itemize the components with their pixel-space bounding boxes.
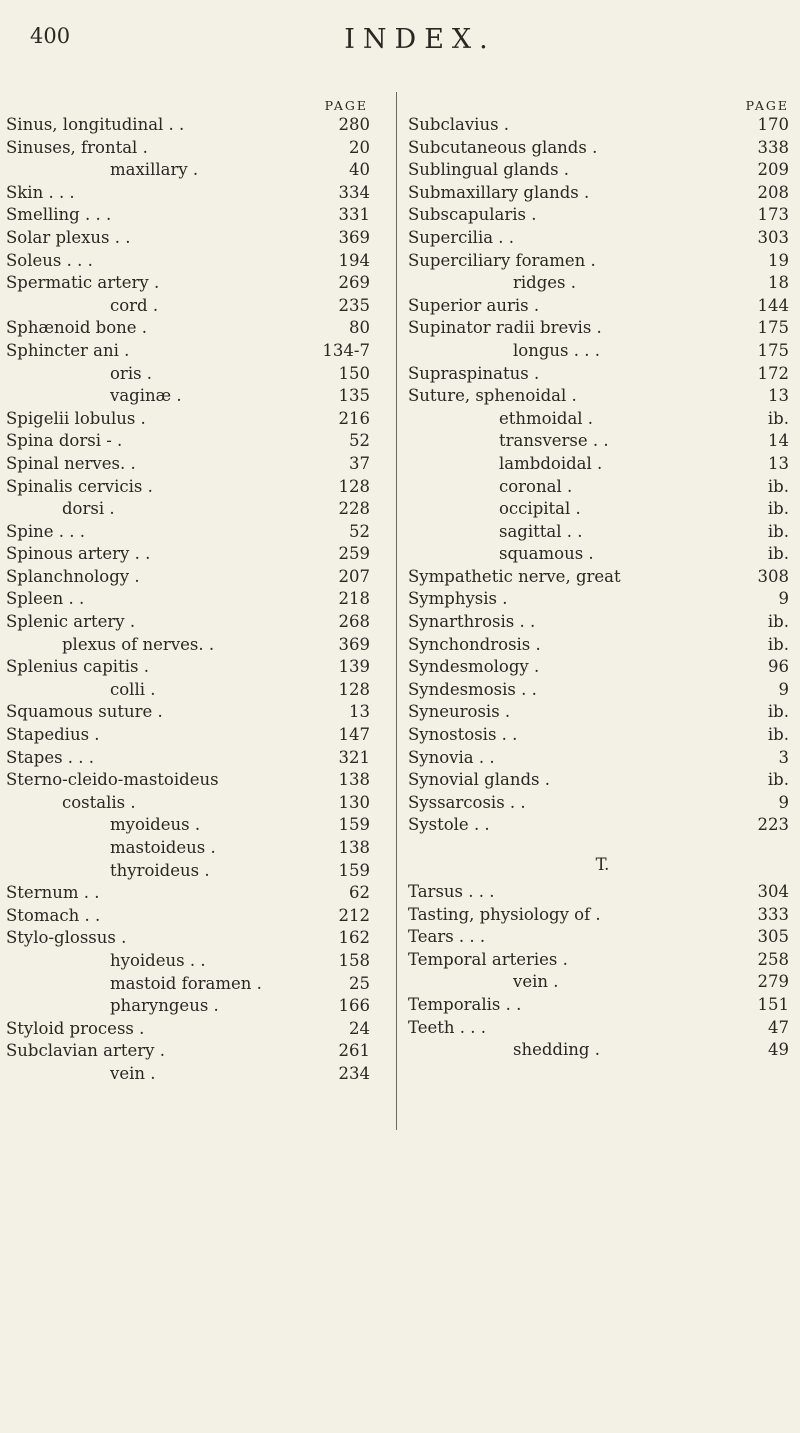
entry-term: Splenius capitis . [6, 657, 149, 677]
entry-term: Synovia . . [408, 747, 495, 767]
entry-term: lambdoidal . [499, 453, 603, 473]
entry-term: Synostosis . . [408, 725, 518, 745]
entry-page: 304 [757, 882, 789, 901]
index-entry [403, 881, 797, 904]
left-column-header: PAGE [324, 98, 368, 113]
entry-term: sagittal . . [499, 521, 583, 541]
entry-term: Systole . . [408, 815, 490, 835]
entry-page: 150 [338, 363, 370, 383]
entry-term: Syneurosis . [408, 702, 511, 722]
index-entry [6, 498, 392, 521]
right-index-list [403, 114, 797, 1062]
entry-page: 14 [768, 431, 789, 451]
entry-page: 223 [757, 815, 789, 835]
entry-term: Syndesmosis . . [408, 679, 537, 699]
entry-term: Temporal arteries . [408, 949, 568, 969]
entry-page: 268 [338, 612, 370, 632]
entry-term: Tasting, physiology of . [408, 904, 601, 924]
entry-term: Symphysis . [408, 589, 508, 609]
entry-term: Splenic artery . [6, 612, 136, 632]
entry-term: Tarsus . . . [408, 882, 495, 901]
entry-term: Supraspinatus . [408, 363, 540, 383]
entry-page: 261 [338, 1041, 370, 1061]
index-entry [403, 611, 797, 634]
index-entry [6, 724, 392, 747]
entry-page: 13 [768, 453, 789, 473]
entry-term: Submaxillary glands . [408, 182, 590, 202]
index-entry [6, 995, 392, 1018]
entry-term: Sinus, longitudinal . . [6, 115, 185, 134]
index-entry [403, 926, 797, 949]
index-entry [403, 1039, 797, 1062]
entry-term: Stylo-glossus . [6, 928, 127, 948]
entry-term: thyroideus . [110, 860, 210, 880]
entry-page: 303 [757, 227, 789, 247]
index-entry [403, 430, 797, 453]
entry-page: 216 [338, 408, 370, 428]
index-entry [403, 566, 797, 589]
index-entry [6, 837, 392, 860]
entry-page: 333 [757, 904, 789, 924]
entry-page: 9 [778, 589, 789, 609]
entry-term: Suture, sphenoidal . [408, 386, 577, 406]
index-entry [6, 159, 392, 182]
section-letter [403, 837, 797, 881]
entry-term: vein . [110, 1063, 156, 1083]
index-entry [6, 588, 392, 611]
index-entry [6, 521, 392, 544]
index-entry [403, 272, 797, 295]
entry-page: 9 [778, 792, 789, 812]
column-divider [396, 92, 397, 1130]
entry-page: 20 [349, 137, 370, 157]
entry-page: 19 [768, 250, 789, 270]
entry-page: 25 [349, 973, 370, 993]
index-entry [403, 137, 797, 160]
entry-term: Splanchnology . [6, 566, 140, 586]
index-entry [403, 340, 797, 363]
index-entry [403, 971, 797, 994]
index-entry [6, 295, 392, 318]
index-entry [403, 747, 797, 770]
index-entry [6, 769, 392, 792]
entry-page: ib. [767, 408, 789, 428]
index-entry [6, 543, 392, 566]
entry-page: 331 [338, 205, 370, 225]
index-entry [6, 1018, 392, 1041]
index-entry [6, 1063, 392, 1086]
index-entry [6, 453, 392, 476]
entry-term: Superior auris . [408, 295, 540, 315]
entry-term: Teeth . . . [408, 1017, 486, 1037]
entry-term: hyoideus . . [110, 950, 206, 970]
entry-page: 369 [338, 634, 370, 654]
entry-page: 369 [338, 227, 370, 247]
entry-page: 173 [757, 205, 789, 225]
entry-page: 37 [349, 453, 370, 473]
entry-page: 3 [778, 747, 789, 767]
index-entry [6, 656, 392, 679]
entry-page: 212 [338, 905, 370, 925]
index-entry [403, 363, 797, 386]
entry-term: oris . [110, 363, 153, 383]
entry-term: Smelling . . . [6, 205, 112, 225]
index-entry [6, 679, 392, 702]
page-number: 400 [30, 24, 71, 48]
entry-term: Superciliary foramen . [408, 250, 596, 270]
entry-term: dorsi . [62, 499, 115, 519]
index-entry [6, 634, 392, 657]
entry-term: Sublingual glands . [408, 160, 570, 180]
entry-term: Styloid process . [6, 1018, 145, 1038]
entry-term: Supercilia . . [408, 227, 515, 247]
index-entry [6, 905, 392, 928]
entry-page: 52 [349, 431, 370, 451]
index-entry [6, 272, 392, 295]
entry-term: Synarthrosis . . [408, 612, 536, 632]
entry-page: 280 [338, 115, 370, 134]
entry-term: Spigelii lobulus . [6, 408, 146, 428]
entry-term: Squamous suture . [6, 702, 163, 722]
entry-term: Spina dorsi - . [6, 431, 123, 451]
index-entry [6, 317, 392, 340]
index-entry [6, 792, 392, 815]
entry-page: 47 [768, 1017, 789, 1037]
index-entry [403, 227, 797, 250]
entry-page: 162 [338, 928, 370, 948]
index-entry [403, 904, 797, 927]
entry-term: pharyngeus . [110, 996, 219, 1016]
index-entry [403, 769, 797, 792]
entry-page: 52 [349, 521, 370, 541]
entry-term: Subclavius . [408, 115, 510, 134]
entry-page: 218 [338, 589, 370, 609]
entry-term: Tears . . . [408, 927, 486, 947]
entry-page: 138 [338, 770, 370, 790]
entry-page: 235 [338, 295, 370, 315]
entry-term: Sphænoid bone . [6, 318, 148, 338]
entry-term: Syndesmology . [408, 657, 540, 677]
entry-term: ethmoidal . [499, 408, 594, 428]
entry-term: transverse . . [499, 431, 609, 451]
entry-term: Sympathetic nerve, great [408, 566, 621, 586]
index-entry [403, 250, 797, 273]
entry-term: mastoid foramen . [110, 973, 262, 993]
index-entry [403, 634, 797, 657]
entry-page: 208 [757, 182, 789, 202]
right-column [403, 92, 797, 1062]
entry-term: Stapes . . . [6, 747, 95, 767]
entry-term: Subcutaneous glands . [408, 137, 598, 157]
entry-page: 134-7 [322, 340, 370, 360]
entry-term: Soleus . . . [6, 250, 93, 270]
index-entry [6, 701, 392, 724]
index-entry [403, 114, 797, 137]
entry-page: 207 [338, 566, 370, 586]
index-entry [6, 476, 392, 499]
index-entry [403, 724, 797, 747]
right-column-header: PAGE [745, 98, 789, 113]
entry-term: vein . [513, 972, 559, 992]
entry-term: Solar plexus . . [6, 227, 131, 247]
entry-term: Synchondrosis . [408, 634, 541, 654]
index-entry [6, 430, 392, 453]
index-entry [6, 747, 392, 770]
entry-page: 175 [757, 318, 789, 338]
page-header [0, 24, 800, 64]
entry-page: 166 [338, 996, 370, 1016]
index-entry [6, 182, 392, 205]
entry-page: 144 [757, 295, 789, 315]
entry-term: ridges . [513, 273, 577, 293]
entry-term: vaginæ . [110, 386, 182, 406]
index-entry [6, 860, 392, 883]
index-entry [403, 295, 797, 318]
entry-page: 269 [338, 273, 370, 293]
index-entry [6, 340, 392, 363]
entry-page: 170 [757, 115, 789, 134]
entry-page: 159 [338, 815, 370, 835]
index-entry [403, 656, 797, 679]
index-entry [6, 227, 392, 250]
entry-page: 147 [338, 725, 370, 745]
running-title: INDEX. [344, 24, 496, 55]
entry-page: ib. [767, 725, 789, 745]
entry-term: Synovial glands . [408, 770, 550, 790]
entry-page: 24 [349, 1018, 370, 1038]
index-entry [6, 363, 392, 386]
entry-page: 338 [757, 137, 789, 157]
entry-page: 258 [757, 949, 789, 969]
entry-term: Stomach . . [6, 905, 101, 925]
index-entry [403, 182, 797, 205]
entry-term: squamous . [499, 544, 594, 564]
entry-page: ib. [767, 770, 789, 790]
entry-term: Spinous artery . . [6, 544, 151, 564]
entry-page: 49 [768, 1040, 789, 1060]
entry-page: 13 [768, 386, 789, 406]
entry-term: Spleen . . [6, 589, 85, 609]
index-entry [6, 927, 392, 950]
index-entry [403, 994, 797, 1017]
entry-term: Subscapularis . [408, 205, 537, 225]
entry-page: 138 [338, 838, 370, 857]
entry-term: occipital . [499, 499, 581, 519]
entry-page: 128 [338, 679, 370, 699]
entry-page: 259 [338, 544, 370, 564]
index-entry [6, 882, 392, 905]
entry-term: Subclavian artery . [6, 1041, 165, 1061]
entry-page: ib. [767, 521, 789, 541]
entry-page: 175 [757, 340, 789, 360]
entry-page: ib. [767, 476, 789, 496]
index-entry [403, 588, 797, 611]
entry-page: ib. [767, 544, 789, 564]
index-entry [403, 476, 797, 499]
entry-page: 96 [768, 657, 789, 677]
entry-term: costalis . [62, 792, 136, 812]
entry-page: 159 [338, 860, 370, 880]
index-entry [403, 1017, 797, 1040]
index-entry [6, 1040, 392, 1063]
entry-page: 130 [338, 792, 370, 812]
entry-page: 40 [349, 160, 370, 180]
entry-term: cord . [110, 295, 159, 315]
index-entry [403, 792, 797, 815]
index-entry [6, 137, 392, 160]
index-entry [403, 453, 797, 476]
entry-page: 151 [757, 994, 789, 1014]
entry-page: ib. [767, 612, 789, 632]
entry-term: T. [595, 855, 610, 874]
entry-page: 305 [757, 927, 789, 947]
entry-term: Sterno-cleido-mastoideus [6, 770, 219, 790]
index-entry [403, 679, 797, 702]
entry-page: 62 [349, 883, 370, 903]
entry-term: coronal . [499, 476, 573, 496]
entry-term: Sinuses, frontal . [6, 137, 148, 157]
index-entry [403, 521, 797, 544]
index-entry [403, 814, 797, 837]
entry-page: 321 [338, 747, 370, 767]
index-entry [6, 566, 392, 589]
entry-page: 13 [349, 702, 370, 722]
index-entry [403, 949, 797, 972]
index-entry [403, 385, 797, 408]
entry-page: 135 [338, 386, 370, 406]
entry-term: myoideus . [110, 815, 201, 835]
index-entry [6, 385, 392, 408]
entry-term: Spinalis cervicis . [6, 476, 153, 496]
entry-term: Sternum . . [6, 883, 100, 903]
entry-term: shedding . [513, 1040, 600, 1060]
index-entry [403, 317, 797, 340]
entry-term: mastoideus . [110, 838, 216, 857]
entry-page: 308 [757, 566, 789, 586]
index-entry [403, 408, 797, 431]
index-entry [6, 973, 392, 996]
index-entry [403, 204, 797, 227]
entry-term: Spermatic artery . [6, 273, 160, 293]
left-column [6, 92, 392, 1086]
entry-page: 228 [338, 499, 370, 519]
index-entry [6, 950, 392, 973]
entry-page: 128 [338, 476, 370, 496]
entry-page: ib. [767, 634, 789, 654]
index-entry [6, 204, 392, 227]
entry-page: 234 [338, 1063, 370, 1083]
entry-page: ib. [767, 702, 789, 722]
index-entry [6, 250, 392, 273]
index-entry [6, 408, 392, 431]
entry-page: 9 [778, 679, 789, 699]
index-entry [403, 543, 797, 566]
index-entry [6, 611, 392, 634]
entry-page: 209 [757, 160, 789, 180]
entry-page: 139 [338, 657, 370, 677]
index-entry [403, 701, 797, 724]
entry-page: 18 [768, 273, 789, 293]
entry-term: plexus of nerves. . [62, 634, 215, 654]
index-entry [6, 814, 392, 837]
entry-term: Spinal nerves. . [6, 453, 136, 473]
entry-term: Supinator radii brevis . [408, 318, 602, 338]
entry-page: 279 [757, 972, 789, 992]
entry-page: ib. [767, 499, 789, 519]
entry-term: Spine . . . [6, 521, 86, 541]
entry-page: 334 [338, 182, 370, 202]
entry-term: Stapedius . [6, 725, 100, 745]
entry-term: Sphincter ani . [6, 340, 130, 360]
entry-term: longus . . . [513, 340, 600, 360]
entry-page: 172 [757, 363, 789, 383]
entry-page: 80 [349, 318, 370, 338]
index-entry [403, 159, 797, 182]
entry-term: Syssarcosis . . [408, 792, 526, 812]
entry-page: 158 [338, 950, 370, 970]
entry-page: 194 [338, 250, 370, 270]
entry-term: Temporalis . . [408, 994, 522, 1014]
entry-term: colli . [110, 679, 156, 699]
entry-term: Skin . . . [6, 182, 75, 202]
index-entry [6, 114, 392, 137]
left-index-list [6, 114, 392, 1086]
index-entry [403, 498, 797, 521]
entry-term: maxillary . [110, 160, 199, 180]
